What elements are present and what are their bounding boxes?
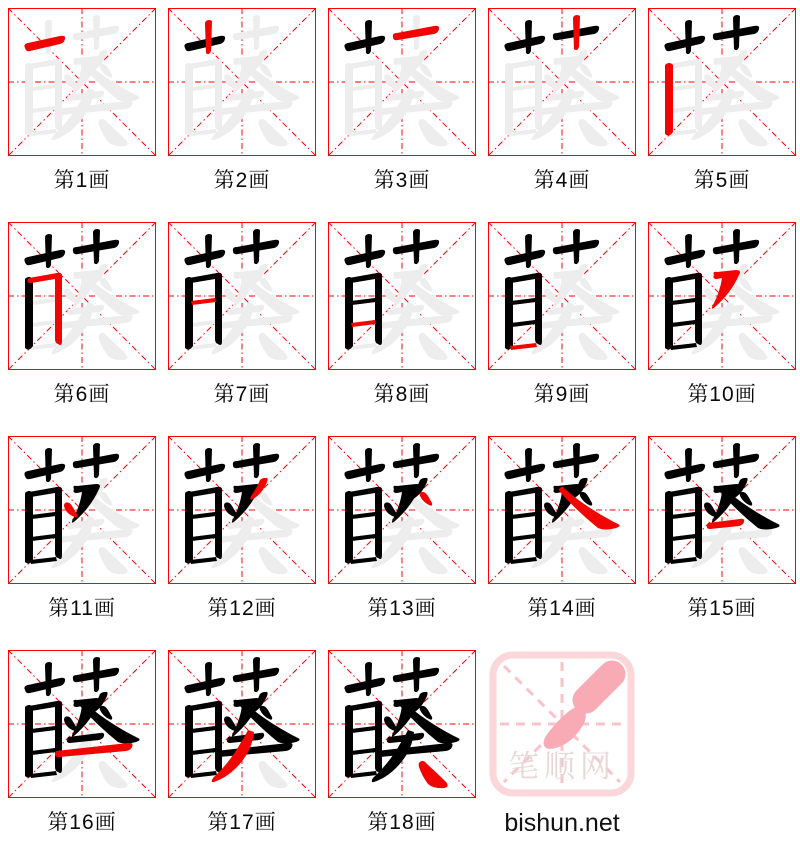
- mizige-grid-box: [168, 436, 316, 584]
- current-stroke-4: [573, 15, 580, 50]
- done-stroke-2: [365, 234, 372, 268]
- done-stroke-4: [573, 443, 580, 478]
- mizige-grid-box: [168, 650, 316, 798]
- stroke-cell-1: [8, 8, 156, 222]
- done-stroke-4: [733, 443, 740, 478]
- stroke-cell-17: [168, 650, 316, 864]
- mizige-grid-box: [8, 222, 156, 370]
- done-stroke-4: [93, 229, 100, 264]
- stroke-label: 第7画: [213, 383, 271, 406]
- mizige-grid-box: [488, 436, 636, 584]
- stroke-label: 第12画: [207, 597, 277, 620]
- mizige-grid-box: [168, 8, 316, 156]
- done-stroke-5: [25, 277, 33, 350]
- done-stroke-2: [685, 20, 692, 54]
- done-stroke-5: [25, 491, 33, 564]
- mizige-grid-box: [648, 436, 796, 584]
- done-stroke-2: [365, 662, 372, 696]
- done-stroke-4: [733, 229, 740, 264]
- stroke-cell-2: [168, 8, 316, 222]
- stroke-label: 第4画: [533, 169, 591, 192]
- stroke-label: 第18画: [367, 811, 437, 834]
- stroke-cell-11: [8, 436, 156, 650]
- done-stroke-2: [205, 662, 212, 696]
- done-stroke-2: [205, 448, 212, 482]
- mizige-grid-box: [648, 8, 796, 156]
- done-stroke-5: [665, 277, 673, 350]
- stroke-cell-13: [328, 436, 476, 650]
- done-stroke-2: [525, 20, 532, 54]
- mizige-grid-box: [648, 222, 796, 370]
- done-stroke-2: [45, 234, 52, 268]
- site-url[interactable]: bishun.net: [504, 809, 620, 837]
- stroke-label: 第11画: [48, 597, 116, 620]
- done-stroke-5: [345, 491, 353, 564]
- done-stroke-2: [685, 448, 692, 482]
- done-stroke-5: [185, 277, 193, 350]
- stroke-label: 第17画: [207, 811, 277, 834]
- stroke-cell-4: [488, 8, 636, 222]
- stroke-label: 第10画: [687, 383, 757, 406]
- done-stroke-4: [253, 443, 260, 478]
- stroke-label: 第13画: [367, 597, 437, 620]
- done-stroke-4: [93, 657, 100, 692]
- mizige-grid-box: [168, 222, 316, 370]
- done-stroke-2: [365, 20, 372, 54]
- stroke-cell-18: [328, 650, 476, 864]
- mizige-grid-box: [8, 436, 156, 584]
- done-stroke-5: [665, 491, 673, 564]
- stroke-cell-7: [168, 222, 316, 436]
- stroke-cell-9: [488, 222, 636, 436]
- stroke-label: 第15画: [687, 597, 757, 620]
- stroke-cell-8: [328, 222, 476, 436]
- done-stroke-4: [573, 229, 580, 264]
- ghost-stroke-2: [45, 20, 52, 54]
- current-stroke-2: [205, 20, 212, 54]
- current-stroke-5: [665, 63, 673, 136]
- done-stroke-4: [413, 443, 420, 478]
- ghost-stroke-5: [25, 63, 33, 136]
- stroke-label: 第6画: [53, 383, 111, 406]
- done-stroke-2: [525, 448, 532, 482]
- stroke-cell-12: [168, 436, 316, 650]
- ghost-stroke-5: [345, 63, 353, 136]
- done-stroke-2: [685, 234, 692, 268]
- stroke-label: 第8画: [373, 383, 431, 406]
- stroke-cell-5: [648, 8, 796, 222]
- done-stroke-4: [413, 657, 420, 692]
- done-stroke-2: [365, 448, 372, 482]
- logo-brand-text: 笔顺网: [508, 749, 616, 784]
- stroke-cell-10: [648, 222, 796, 436]
- stroke-label: 第16画: [47, 811, 117, 834]
- done-stroke-2: [525, 234, 532, 268]
- done-stroke-5: [505, 491, 513, 564]
- mizige-grid-box: [488, 222, 636, 370]
- mizige-grid-box: [328, 436, 476, 584]
- stroke-cell-6: [8, 222, 156, 436]
- done-stroke-2: [45, 662, 52, 696]
- stroke-cell-3: [328, 8, 476, 222]
- done-stroke-5: [345, 705, 353, 778]
- stroke-label: 第5画: [693, 169, 751, 192]
- stroke-cell-14: [488, 436, 636, 650]
- ghost-stroke-5: [185, 63, 193, 136]
- stroke-label: 第1画: [53, 169, 111, 192]
- stroke-label: 第2画: [213, 169, 271, 192]
- ghost-stroke-4: [253, 15, 260, 50]
- stroke-cell-16: [8, 650, 156, 864]
- stroke-label: 第9画: [533, 383, 591, 406]
- done-stroke-4: [253, 657, 260, 692]
- bishun-logo[interactable]: [488, 650, 636, 798]
- mizige-grid-box: [8, 8, 156, 156]
- done-stroke-4: [253, 229, 260, 264]
- mizige-grid-box: [328, 650, 476, 798]
- mizige-grid-box: [328, 222, 476, 370]
- done-stroke-4: [93, 443, 100, 478]
- done-stroke-5: [345, 277, 353, 350]
- ghost-stroke-5: [505, 63, 513, 136]
- stroke-label: 第14画: [527, 597, 597, 620]
- done-stroke-5: [185, 705, 193, 778]
- done-stroke-2: [205, 234, 212, 268]
- logo-cell: [488, 650, 636, 864]
- done-stroke-5: [505, 277, 513, 350]
- mizige-grid-box: [328, 8, 476, 156]
- ghost-stroke-4: [93, 15, 100, 50]
- stroke-label: 第3画: [373, 169, 431, 192]
- done-stroke-4: [733, 15, 740, 50]
- stroke-cell-15: [648, 436, 796, 650]
- done-stroke-5: [185, 491, 193, 564]
- done-stroke-4: [413, 229, 420, 264]
- mizige-grid-box: [488, 8, 636, 156]
- done-stroke-5: [25, 705, 33, 778]
- mizige-grid-box: [8, 650, 156, 798]
- done-stroke-2: [45, 448, 52, 482]
